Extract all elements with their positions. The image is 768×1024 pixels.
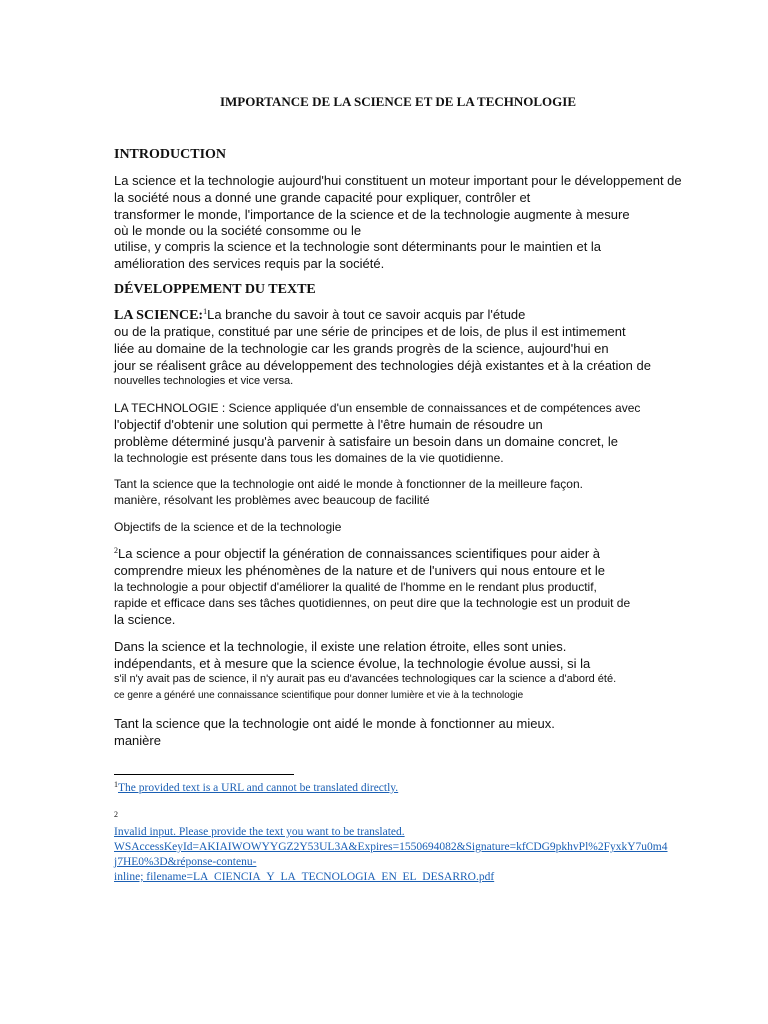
final-line: manière <box>114 733 161 748</box>
objectives-line: la technologie a pour objectif d'améliorer la qualité de l'homme en le rendant plus productif, <box>114 580 597 594</box>
science-label: LA SCIENCE: <box>114 308 204 323</box>
footnote-2-link[interactable]: inline; filename=LA_CIENCIA_Y_LA_TECNOLOGIA_EN_EL_DESARRO.pdf <box>114 871 495 883</box>
footnote-separator <box>114 774 294 775</box>
footnote-2-line <box>114 856 256 868</box>
science-definition-first-line <box>114 307 525 324</box>
science-first-text: La branche du savoir à tout ce savoir acquis par l'étude <box>207 307 526 322</box>
objectives-line: rapide et efficace dans ses tâches quotidiennes, on peut dire que la technologie est un produit de <box>114 596 631 610</box>
technology-line: problème déterminé jusqu'à parvenir à satisfaire un besoin dans un domaine concret, le <box>114 434 618 449</box>
technology-line: la technologie est présente dans tous les domaines de la vie quotidienne. <box>114 451 504 465</box>
intro-line: transformer le monde, l'importance de la science et de la technologie augmente à mesure <box>114 207 630 222</box>
science-line: nouvelles technologies et vice versa. <box>114 375 294 387</box>
development-heading: DÉVELOPPEMENT DU TEXTE <box>114 282 316 297</box>
footnote-2-line <box>114 826 405 838</box>
objectives-first-text: La science a pour objectif la génération de connaissances scientifiques pour aider à <box>118 546 601 561</box>
footnote-ref-2: 2 <box>114 546 118 555</box>
intro-line: la société nous a donné une grande capacité pour expliquer, contrôler et <box>114 190 531 205</box>
science-line: ou de la pratique, constitué par une série de principes et de lois, de plus il est intimement <box>114 324 626 339</box>
footnote-2-link[interactable]: WSAccessKeyId=AKIAIWOWYYGZ2Y53UL3A&Expires=1550694082&Signature=kfCDG9pkhvPl%2FyxkY7u0m4 <box>114 841 668 853</box>
technology-line: l'objectif d'obtenir une solution qui permette à l'être humain de résoudre un <box>114 417 543 432</box>
intro-line: La science et la technologie aujourd'hui constituent un moteur important pour le développement de <box>114 173 682 188</box>
relation-line: s'il n'y avait pas de science, il n'y aurait pas eu d'avancées technologiques car la science a d'abord été. <box>114 673 617 685</box>
footnote-2-link[interactable]: j7HE0%3D&réponse-contenu- <box>114 856 257 868</box>
intro-heading: INTRODUCTION <box>114 147 227 162</box>
final-line: Tant la science que la technologie ont aidé le monde à fonctionner au mieux. <box>114 716 555 731</box>
footnote-2-line <box>114 841 668 853</box>
footnote-2-line <box>114 871 494 883</box>
objectives-line: comprendre mieux les phénomènes de la nature et de l'univers qui nous entoure et le <box>114 563 606 578</box>
footnote-1 <box>114 782 398 794</box>
intro-line: utilise, y compris la science et la technologie sont déterminants pour le maintien et la <box>114 239 602 254</box>
tant-line: manière, résolvant les problèmes avec beaucoup de facilité <box>114 493 430 507</box>
tant-line: Tant la science que la technologie ont aidé le monde à fonctionner de la meilleure façon. <box>114 477 583 491</box>
intro-line: amélioration des services requis par la société. <box>114 256 385 271</box>
footnote-2-mark: 2 <box>114 810 118 819</box>
objectives-subheading: Objectifs de la science et de la technologie <box>114 520 342 534</box>
intro-line: où le monde ou la société consomme ou le <box>114 223 362 238</box>
relation-line: ce genre a généré une connaissance scientifique pour donner lumière et vie à la technologie <box>114 690 524 701</box>
footnote-2-link[interactable]: Invalid input. Please provide the text you want to be translated. <box>114 826 405 838</box>
document-title: IMPORTANCE DE LA SCIENCE ET DE LA TECHNOLOGIE <box>219 94 577 109</box>
relation-line: Dans la science et la technologie, il existe une relation étroite, elles sont unies. <box>114 639 567 654</box>
technology-line: LA TECHNOLOGIE : Science appliquée d'un ensemble de connaissances et de compétences avec <box>114 401 641 415</box>
footnote-ref-1: 1 <box>203 307 208 316</box>
science-line: liée au domaine de la technologie car les grands progrès de la science, aujourd'hui en <box>114 341 609 356</box>
science-line: jour se réalisent grâce au développement des technologies déjà existantes et à la création de <box>114 358 651 373</box>
objectives-first-line <box>114 546 600 561</box>
objectives-line: la science. <box>114 612 176 627</box>
relation-line: indépendants, et à mesure que la science évolue, la technologie évolue aussi, si la <box>114 656 591 671</box>
footnote-1-mark: 1 <box>114 780 118 789</box>
footnote-1-link[interactable]: The provided text is a URL and cannot be translated directly. <box>118 782 399 794</box>
